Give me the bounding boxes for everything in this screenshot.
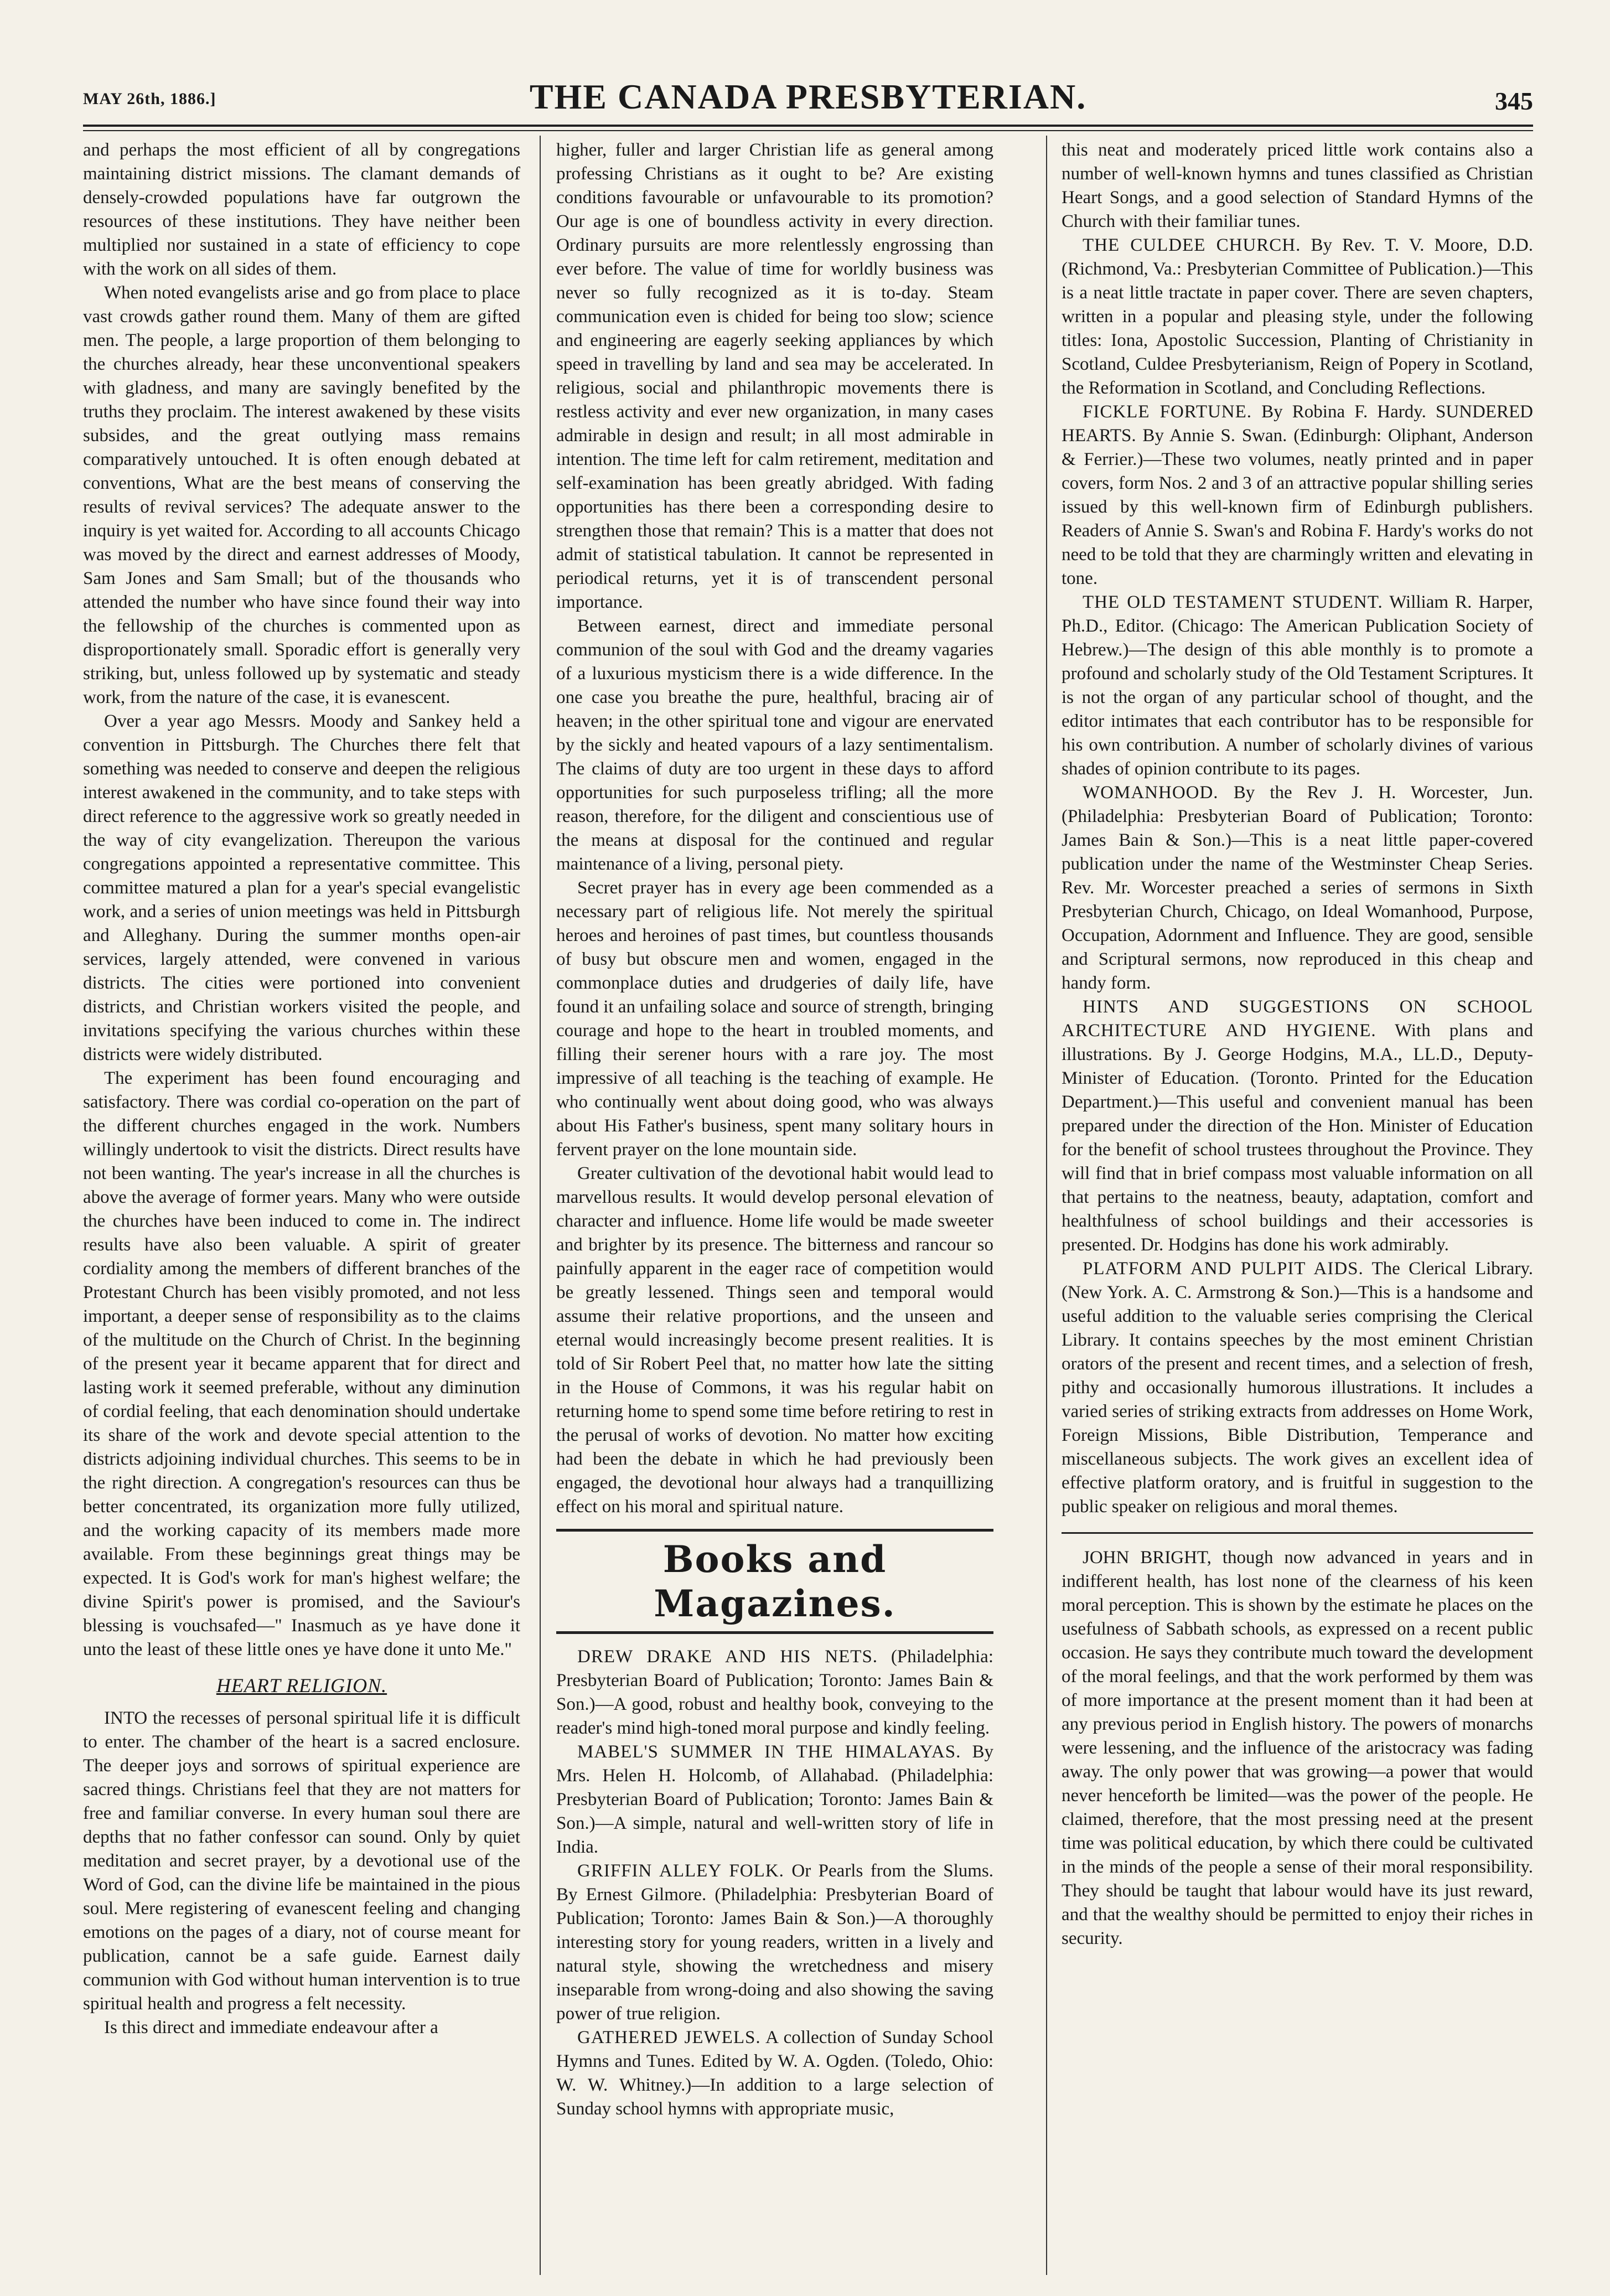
newspaper-title: THE CANADA PRESBYTERIAN. [529,77,1087,116]
book-review-text: By Mrs. Helen H. Holcomb, of Allahabad. (Philadelphia: Presbyterian Board of Publication; Toronto: James Bain & Son.)—A simple, natural and well-written story of life in India. [556,1742,993,1857]
book-review [1062,400,1533,591]
column-divider [540,136,541,2275]
book-review [556,1645,993,1740]
book-review [556,1859,993,2026]
column-divider [1046,136,1047,2275]
book-review-text: A collection of Sunday School Hymns and Tunes. Edited by W. A. Ogden. (Toledo, Ohio: W. W. Whitney.)—In addition to a large selection of Sunday school hymns with appropriate music, [556,2028,993,2119]
book-title: DREW DRAKE AND HIS NETS. [577,1647,878,1667]
book-review-text: By Rev. T. V. Moore, D.D. (Richmond, Va.: Presbyterian Committee of Publication.)—This is a neat little tractate in paper cover. There are seven chapters, written in a popular and pleasing style, under the following titles: Iona, Apostolic Succession, Planting of Christianity in Scotland, Culdee Presbyterianism, Reign of Popery in Scotland, the Reformation in Scotland, and Concluding Reflections. [1062,235,1534,398]
book-review-text: By Robina F. Hardy. SUNDERED HEARTS. By Annie S. Swan. (Edinburgh: Oliphant, Anderson & Ferrier.)—These two volumes, neatly printed and in paper covers, form Nos. 2 and 3 of an attractive popular shilling series issued by this well-known firm of Edinburgh publishers. Readers of Annie S. Swan's and Robina F. Hardy's works do not need to be told that they are charmingly written and elevating in tone. [1062,402,1533,588]
book-title: WOMANHOOD. [1083,783,1219,803]
book-title: THE OLD TESTAMENT STUDENT. [1083,592,1383,612]
paragraph: JOHN BRIGHT, though now advanced in years and in indifferent health, has lost none of the clearness of his keen moral perception. This is shown by the estimate he places on the usefulness of Sabbath schools, as expressed on a recent public occasion. He says they contribute much toward the development of the moral feelings, and that the work performed by them was of more importance at the present moment than it had been at any previous period in English history. The powers of monarchs were lessening, and the influence of the aristocracy was fading away. The only power that was growing—a power that would never henceforth be limited—was the power of the people. He claimed, therefore, that the most pressing need at the present time was political education, by which there could be cultivated in the minds of the people a sense of their moral responsibility. They should be taught that labour would have its just reward, and that the wealthy should be permitted to enjoy their riches in security. [1062,1548,1533,1948]
paragraph: The experiment has been found encouraging and satisfactory. There was cordial co-operation on the part of the different churches engaged in the work. Numbers willingly undertook to visit the districts. Direct results have not been wanting. The year's increase in all the churches is above the average of former years. Many who were outside the churches have been induced to come in. The indirect results have also been valuable. A spirit of greater cordiality among the members of different branches of the Protestant Church has been visibly promoted, and not less important, a deeper sense of responsibility as to the claims of the multitude on the Church of Christ. In the beginning of the present year it became apparent that for direct and lasting work it seemed preferable, without any diminution of cordial feeling, that each denomination should undertake its share of the work and devote special attention to the districts adjoining individual churches. This seems to be in the right direction. A congregation's resources can thus be better concentrated, its organization more fully utilized, and the working capacity of its members made more available. From these beginnings great things may be expected. It is God's work for man's highest welfare; the divine Spirit's power is promised, and the Saviour's blessing is vouchsafed—" Inasmuch as ye have done it unto the least of these little ones ye have done it unto Me." [83,1068,520,1659]
column-1 [83,138,520,2040]
book-review [1062,995,1533,1257]
book-review-text: (Philadelphia: Presbyterian Board of Publication; Toronto: James Bain & Son.)—A good, robust and healthy book, conveying to the reader's mind high-toned moral purpose and kindly feeling. [556,1647,994,1738]
paragraph: Between earnest, direct and immediate personal communion of the soul with God and the dreamy vagaries of a luxurious mysticism there is a wide difference. In the one case you breathe the pure, healthful, bracing air of heaven; in the other spiritual tone and vigour are enervated by the sickly and heated vapours of a lazy sentimentalism. The claims of duty are too urgent in these days to afford opportunities for such purposeless trifling; all the more reason, therefore, for the diligent and conscientious use of the means at disposal for the continued and regular maintenance of a living, personal piety. [556,616,993,874]
book-title: MABEL'S SUMMER IN THE HIMALAYAS. [577,1742,961,1762]
book-review-text: With plans and illustrations. By J. George Hodgins, M.A., LL.D., Deputy-Minister of Education. (Toronto. Printed for the Education Department.)—This useful and convenient manual has been prepared under the direction of the Hon. Minister of Education for the benefit of school trustees throughout the Province. They will find that in brief compass most valuable information on all that pertains to the neatness, beauty, adaptation, comfort and healthfulness of school buildings and their accessories is presented. Dr. Hodgins has done his work admirably. [1062,1021,1534,1255]
paragraph: Is this direct and immediate endeavour after a [104,2018,438,2038]
book-title: PLATFORM AND PULPIT AIDS. [1083,1259,1364,1279]
issue-date: MAY 26th, 1886.] [83,90,216,108]
paragraph: and perhaps the most efficient of all by congregations maintaining district missions. The clamant demands of densely-crowded populations have far outgrown the resources of these institutions. They have neither been multiplied nor sustained in a state of efficiency to cope with the work on all sides of them. [83,140,520,279]
book-review-text: William R. Harper, Ph.D., Editor. (Chicago: The American Publication Society of Hebrew.)—The design of this able monthly is to promote a profound and scholarly study of the Old Testament Scriptures. It is not the organ of any particular school of thought, and the editor intimates that each contributor has to be responsible for his own contribution. A number of scholarly divines of various shades of opinion contribute to its pages. [1062,592,1534,779]
book-review [1062,591,1533,781]
book-review-text: By the Rev J. H. Worcester, Jun. (Philadelphia: Presbyterian Board of Publication; Toronto: James Bain & Son.)—This is a neat little paper-covered publication under the name of the Westminster Cheap Series. Rev. Mr. Worcester preached a series of sermons in Sixth Presbyterian Church, Chicago, on Ideal Womanhood, Purpose, Occupation, Adornment and Influence. They are good, sensible and Scriptural sermons, now reproduced in this cheap and handy form. [1062,783,1533,993]
column-3 [1062,138,1533,1951]
paragraph: Secret prayer has in every age been commended as a necessary part of religious life. Not merely the spiritual heroes and heroines of past times, but countless thousands of busy but obscure men and women, engaged in the commonplace duties and drudgeries of daily life, have found it an unfailing solace and source of strength, bringing courage and hope to the heart in troubled moments, and filling their serener hours with a rare joy. The most impressive of all teaching is the teaching of example. He who continually went about doing good, who was always about His Father's business, spent many solitary hours in fervent prayer on the lone mountain side. [556,878,993,1160]
book-review-text: The Clerical Library. (New York. A. C. Armstrong & Son.)—This is a handsome and useful addition to the valuable series comprising the Clerical Library. It contains speeches by the most eminent Christian orators of the present and recent times, and a selection of fresh, pithy and occasionally humorous illustrations. It includes a varied series of striking extracts from addresses on Home Work, Foreign Missions, Bible Distribution, Temperance and miscellaneous subjects. The work gives an excellent idea of effective platform oratory, and is fruitful in suggestion to the public speaker on religious and moral themes. [1062,1259,1534,1517]
paragraph: Greater cultivation of the devotional habit would lead to marvellous results. It would develop personal elevation of character and influence. Home life would be made sweeter and brighter by its presence. The bitterness and rancour so painfully apparent in the eager race of competition would be greatly lessened. Things seen and temporal would assume their relative proportions, and the unseen and eternal would increasingly become present realities. It is told of Sir Robert Peel that, no matter how late the sitting in the House of Commons, it was his regular habit on returning home to spend some time before retiring to rest in the perusal of works of devotion. No matter how exciting had been the debate in which he had previously been engaged, the devotional hour always had a tranquillizing effect on his moral and spiritual nature. [556,1163,993,1517]
book-review [1062,234,1533,400]
book-review-text: Or Pearls from the Slums. By Ernest Gilmore. (Philadelphia: Presbyterian Board of Publication; Toronto: James Bain & Son.)—A thoroughly interesting story for young readers, written in a lively and natural style, showing the wretchedness and misery inseparable from wrong-doing and also showing the saving power of true religion. [556,1861,994,2024]
paragraph: Over a year ago Messrs. Moody and Sankey held a convention in Pittsburgh. The Churches there felt that something was needed to conserve and deepen the religious interest awakened in the community, and to take steps with direct reference to the aggressive work so greatly needed in the way of city evangelization. Thereupon the various congregations appointed a representative committee. This committee matured a plan for a year's special evangelistic work, and a series of union meetings was held in Pittsburgh and Alleghany. During the summer months open-air services, largely attended, were convened in various districts. The cities were portioned into convenient districts, and Christian workers visited the people, and invitations specifying the various churches within these districts were widely distributed. [83,711,520,1064]
book-title: GRIFFIN ALLEY FOLK. [577,1861,784,1881]
column-2 [556,138,993,2121]
book-title: FICKLE FORTUNE. [1083,402,1252,422]
paragraph: When noted evangelists arise and go from place to place vast crowds gather round them. Many of them are gifted men. The people, a large proportion of them belonging to the churches already, hear these unconventional speakers with gladness, and many are savingly benefited by the truths they proclaim. The interest awakened by these visits subsides, and the great outlying mass remains comparatively untouched. It is often enough debated at conventions, What are the best means of conserving the results of revival services? The adequate answer to the inquiry is yet waited for. According to all accounts Chicago was moved by the direct and earnest addresses of Moody, Sam Jones and Sam Small; but of the thousands who attended the number who have since found their way into the fellowship of the churches is commented upon as disproportionately small. Sporadic effort is generally very striking, but, unless followed up by systematic and steady work, from the nature of the case, it is evanescent. [83,283,520,707]
section-divider [1062,1532,1533,1534]
section-heading-heart-religion: HEART RELIGION. [216,1674,387,1697]
book-title: GATHERED JEWELS. [577,2028,761,2047]
book-review [1062,1257,1533,1519]
book-title: HINTS AND SUGGESTIONS ON SCHOOL ARCHITECTURE AND HYGIENE. [1062,997,1533,1041]
masthead-rule [83,125,1533,131]
paragraph: this neat and moderately priced little work contains also a number of well-known hymns and tunes classified as Christian Heart Songs, and a good selection of Standard Hymns of the Church with their familiar tunes. [1062,140,1533,231]
page-number: 345 [1495,87,1533,115]
book-title: THE CULDEE CHURCH. [1083,235,1301,255]
masthead [83,76,1533,121]
book-review [556,1740,993,1859]
books-and-magazines-banner [556,1529,993,1634]
section-heading-books: Books and Magazines. [654,1538,896,1625]
paragraph: INTO the recesses of personal spiritual life it is difficult to enter. The chamber of the heart is a sacred enclosure. The deeper joys and sorrows of spiritual experience are sacred things. Christians feel that they are not matters for free and familiar converse. In every human soul there are depths that no father confessor can sound. Only by quiet meditation and secret prayer, by a devotional use of the Word of God, can the divine life be maintained in the pious soul. Mere registering of evanescent feeling and changing emotions on the pages of a diary, not of course meant for publication, cannot be a safe guide. Earnest daily communion with God without human intervention is to true spiritual health and progress a felt necessity. [83,1708,520,2014]
book-review [556,2026,993,2121]
paragraph: higher, fuller and larger Christian life as general among professing Christians as it ought to be? Are existing conditions favourable or unfavourable to its promotion? Our age is one of boundless activity in every direction. Ordinary pursuits are more relentlessly engrossing than ever before. The value of time for worldly business was never so fully recognized as it is to-day. Steam communication even is chided for being too slow; science and engineering are eagerly seeking appliances by which speed in travelling by land and sea may be accelerated. In religious, social and philanthropic movements there is restless activity and ever new organization, in many cases admirable in design and result; in all most admirable in intention. The time left for calm retirement, meditation and self-examination has been greatly abridged. With fading opportunities has there been a corresponding desire to strengthen those that remain? This is a matter that does not admit of statistical tabulation. It cannot be represented in periodical returns, yet it is of transcendent personal importance. [556,140,993,612]
book-review [1062,781,1533,995]
